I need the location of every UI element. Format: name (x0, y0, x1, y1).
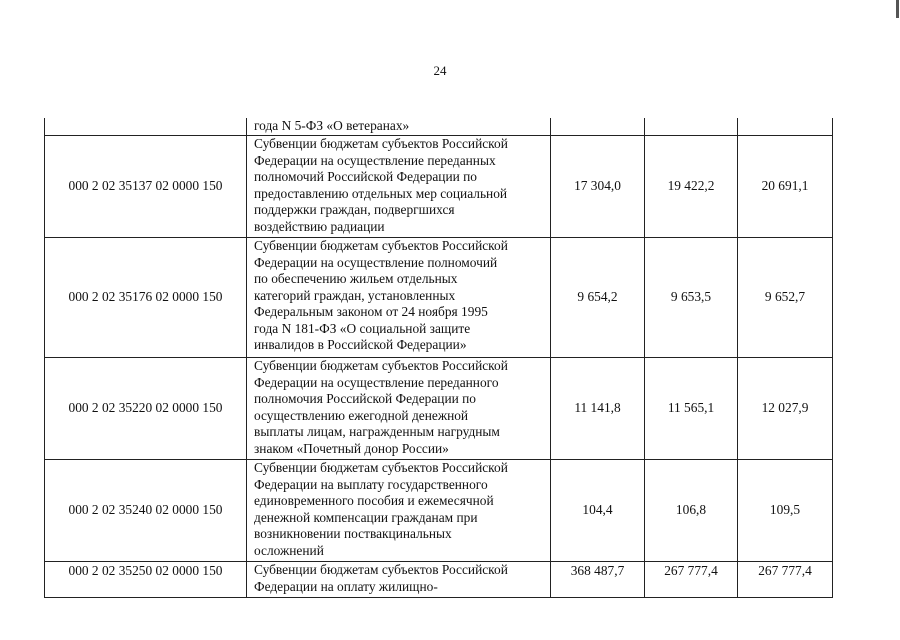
description-line: Субвенции бюджетам субъектов Российской (254, 238, 508, 253)
table-row (45, 118, 833, 136)
budget-code-cell (45, 118, 247, 136)
description-cell (247, 238, 551, 358)
budget-code-cell: 000 2 02 35220 02 0000 150 (45, 358, 247, 460)
table-row (45, 562, 833, 598)
description-line: осуществлению ежегодной денежной (254, 407, 469, 423)
description-line: Субвенции бюджетам субъектов Российской (254, 460, 508, 475)
value-cell-year-2: 11 565,1 (645, 358, 738, 460)
description-line: полномочия Российской Федерации по (254, 391, 476, 406)
value-cell-year-1: 11 141,8 (551, 358, 645, 460)
description-line: инвалидов в Российской Федерации» (254, 337, 467, 352)
description-cell (247, 136, 551, 238)
description-line: Субвенции бюджетам субъектов Российской (254, 136, 508, 151)
value-cell-year-1: 17 304,0 (551, 136, 645, 238)
value-cell-year-3: 12 027,9 (738, 358, 833, 460)
budget-code-cell: 000 2 02 35240 02 0000 150 (45, 460, 247, 562)
description-line: поддержки граждан, подвергшихся (254, 202, 455, 217)
description-cell (247, 460, 551, 562)
value-cell-year-1: 104,4 (551, 460, 645, 562)
table-row (45, 460, 833, 562)
value-cell-year-3: 109,5 (738, 460, 833, 562)
budget-code-cell: 000 2 02 35137 02 0000 150 (45, 136, 247, 238)
description-line: Федерации на оплату жилищно- (254, 578, 438, 594)
description-line: единовременного пособия и ежемесячной (254, 493, 494, 508)
description-line: предоставлению отдельных мер социальной (254, 185, 508, 201)
budget-code-cell: 000 2 02 35250 02 0000 150 (45, 562, 247, 598)
table-row (45, 358, 833, 460)
description-line: Федерации на осуществление переданного (254, 374, 499, 390)
description-line: возникновении поствакцинальных (254, 526, 452, 541)
description-line: Федерации на выплату государственного (254, 476, 488, 492)
description-line: года N 5-ФЗ «О ветеранах» (254, 118, 410, 133)
value-cell-year-3: 9 652,7 (738, 238, 833, 358)
description-line: Субвенции бюджетам субъектов Российской (254, 358, 508, 373)
description-line: полномочий Российской Федерации по (254, 169, 477, 184)
description-line: осложнений (254, 542, 324, 558)
description-line: года N 181-ФЗ «О социальной защите (254, 320, 471, 336)
description-line: Федеральным законом от 24 ноября 1995 (254, 304, 488, 319)
description-line: категорий граждан, установленных (254, 287, 456, 303)
value-cell-year-2: 19 422,2 (645, 136, 738, 238)
description-line: воздействию радиации (254, 218, 385, 234)
description-cell (247, 562, 551, 598)
value-cell-year-3: 20 691,1 (738, 136, 833, 238)
value-cell-year-2: 9 653,5 (645, 238, 738, 358)
budget-table (44, 118, 833, 598)
description-cell (247, 358, 551, 460)
description-line: по обеспечению жильем отдельных (254, 271, 458, 286)
description-cell (247, 118, 551, 136)
description-line: знаком «Почетный донор России» (254, 440, 449, 456)
table-row (45, 136, 833, 238)
description-line: Федерации на осуществление переданных (254, 152, 496, 168)
description-line: денежной компенсации гражданам при (254, 509, 478, 525)
value-cell-year-3 (738, 118, 833, 136)
description-line: Субвенции бюджетам субъектов Российской (254, 562, 508, 577)
value-cell-year-1: 9 654,2 (551, 238, 645, 358)
value-cell-year-2: 106,8 (645, 460, 738, 562)
value-cell-year-1 (551, 118, 645, 136)
value-cell-year-2: 267 777,4 (645, 562, 738, 598)
budget-code-cell: 000 2 02 35176 02 0000 150 (45, 238, 247, 358)
value-cell-year-2 (645, 118, 738, 136)
value-cell-year-3: 267 777,4 (738, 562, 833, 598)
description-line: выплаты лицам, награжденным нагрудным (254, 424, 500, 439)
table-row (45, 238, 833, 358)
page-number: 24 (433, 63, 447, 78)
scan-edge-mark (896, 0, 899, 18)
description-line: Федерации на осуществление полномочий (254, 254, 498, 270)
value-cell-year-1: 368 487,7 (551, 562, 645, 598)
